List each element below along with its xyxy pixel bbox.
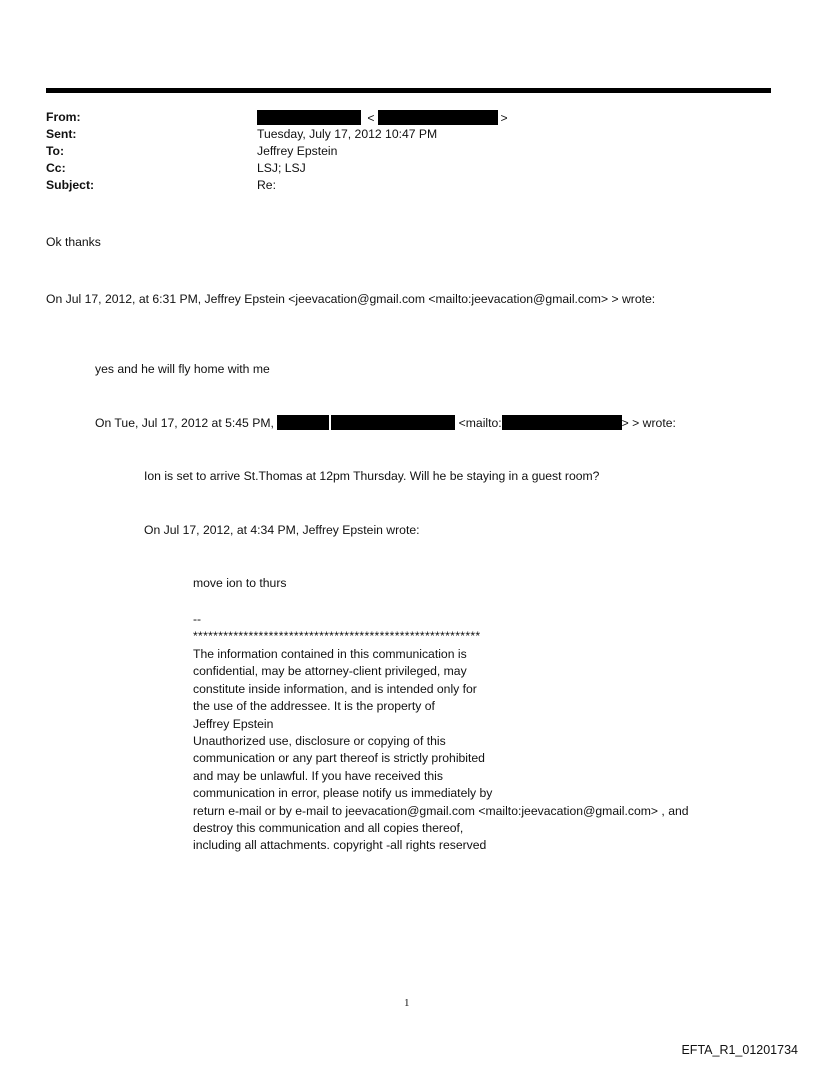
redaction-box bbox=[502, 415, 622, 430]
redaction-box bbox=[331, 415, 455, 430]
cc-label: Cc: bbox=[46, 161, 66, 175]
disclaimer: The information contained in this communication is confidential, may be attorney-client privileged, may constitute inside information, and is intended only for the use of the addressee. It is the property of Jeffrey Epstein Unauthorized use, disclosure or copying of this communication or any part thereof is strictly prohibited and may be unlawful. If you have received this communication in error, please notify us immediately by return e-mail or by e-mail to jeevacation@gmail.com <mailto:jeevacation@gmail.com> , and destroy this communication and all copies thereof, including all attachments. copyright -all rights reserved bbox=[193, 647, 689, 853]
from-value: < > bbox=[257, 110, 508, 125]
bates-number: EFTA_R1_01201734 bbox=[681, 1043, 798, 1057]
page-number: 1 bbox=[404, 997, 410, 1009]
signature-stars: ********************************************************* bbox=[193, 629, 481, 643]
subject-value: Re: bbox=[257, 178, 276, 192]
quote1-header: On Jul 17, 2012, at 6:31 PM, Jeffrey Epstein <jeevacation@gmail.com <mailto:jeevacation@gmail.com> > wrote: bbox=[46, 292, 656, 306]
quote3-text: move ion to thurs bbox=[193, 576, 287, 590]
quote1-text: yes and he will fly home with me bbox=[95, 362, 270, 376]
signature-dash: -- bbox=[193, 612, 202, 626]
sent-value: Tuesday, July 17, 2012 10:47 PM bbox=[257, 127, 438, 141]
sent-label: Sent: bbox=[46, 127, 77, 141]
quote2-header: On Tue, Jul 17, 2012 at 5:45 PM, <mailto: > > wrote: bbox=[95, 416, 676, 430]
from-label: From: bbox=[46, 110, 81, 124]
reply-text: Ok thanks bbox=[46, 235, 101, 249]
to-label: To: bbox=[46, 144, 65, 158]
redaction-box bbox=[257, 110, 361, 125]
to-value: Jeffrey Epstein bbox=[257, 144, 338, 158]
header-rule bbox=[46, 88, 771, 93]
quote3-header: On Jul 17, 2012, at 4:34 PM, Jeffrey Epstein wrote: bbox=[144, 523, 420, 537]
subject-label: Subject: bbox=[46, 178, 95, 192]
cc-value: LSJ; LSJ bbox=[257, 161, 306, 175]
redaction-box bbox=[378, 110, 498, 125]
quote2-text: Ion is set to arrive St.Thomas at 12pm Thursday. Will he be staying in a guest room? bbox=[144, 469, 600, 483]
redaction-box bbox=[277, 415, 329, 430]
